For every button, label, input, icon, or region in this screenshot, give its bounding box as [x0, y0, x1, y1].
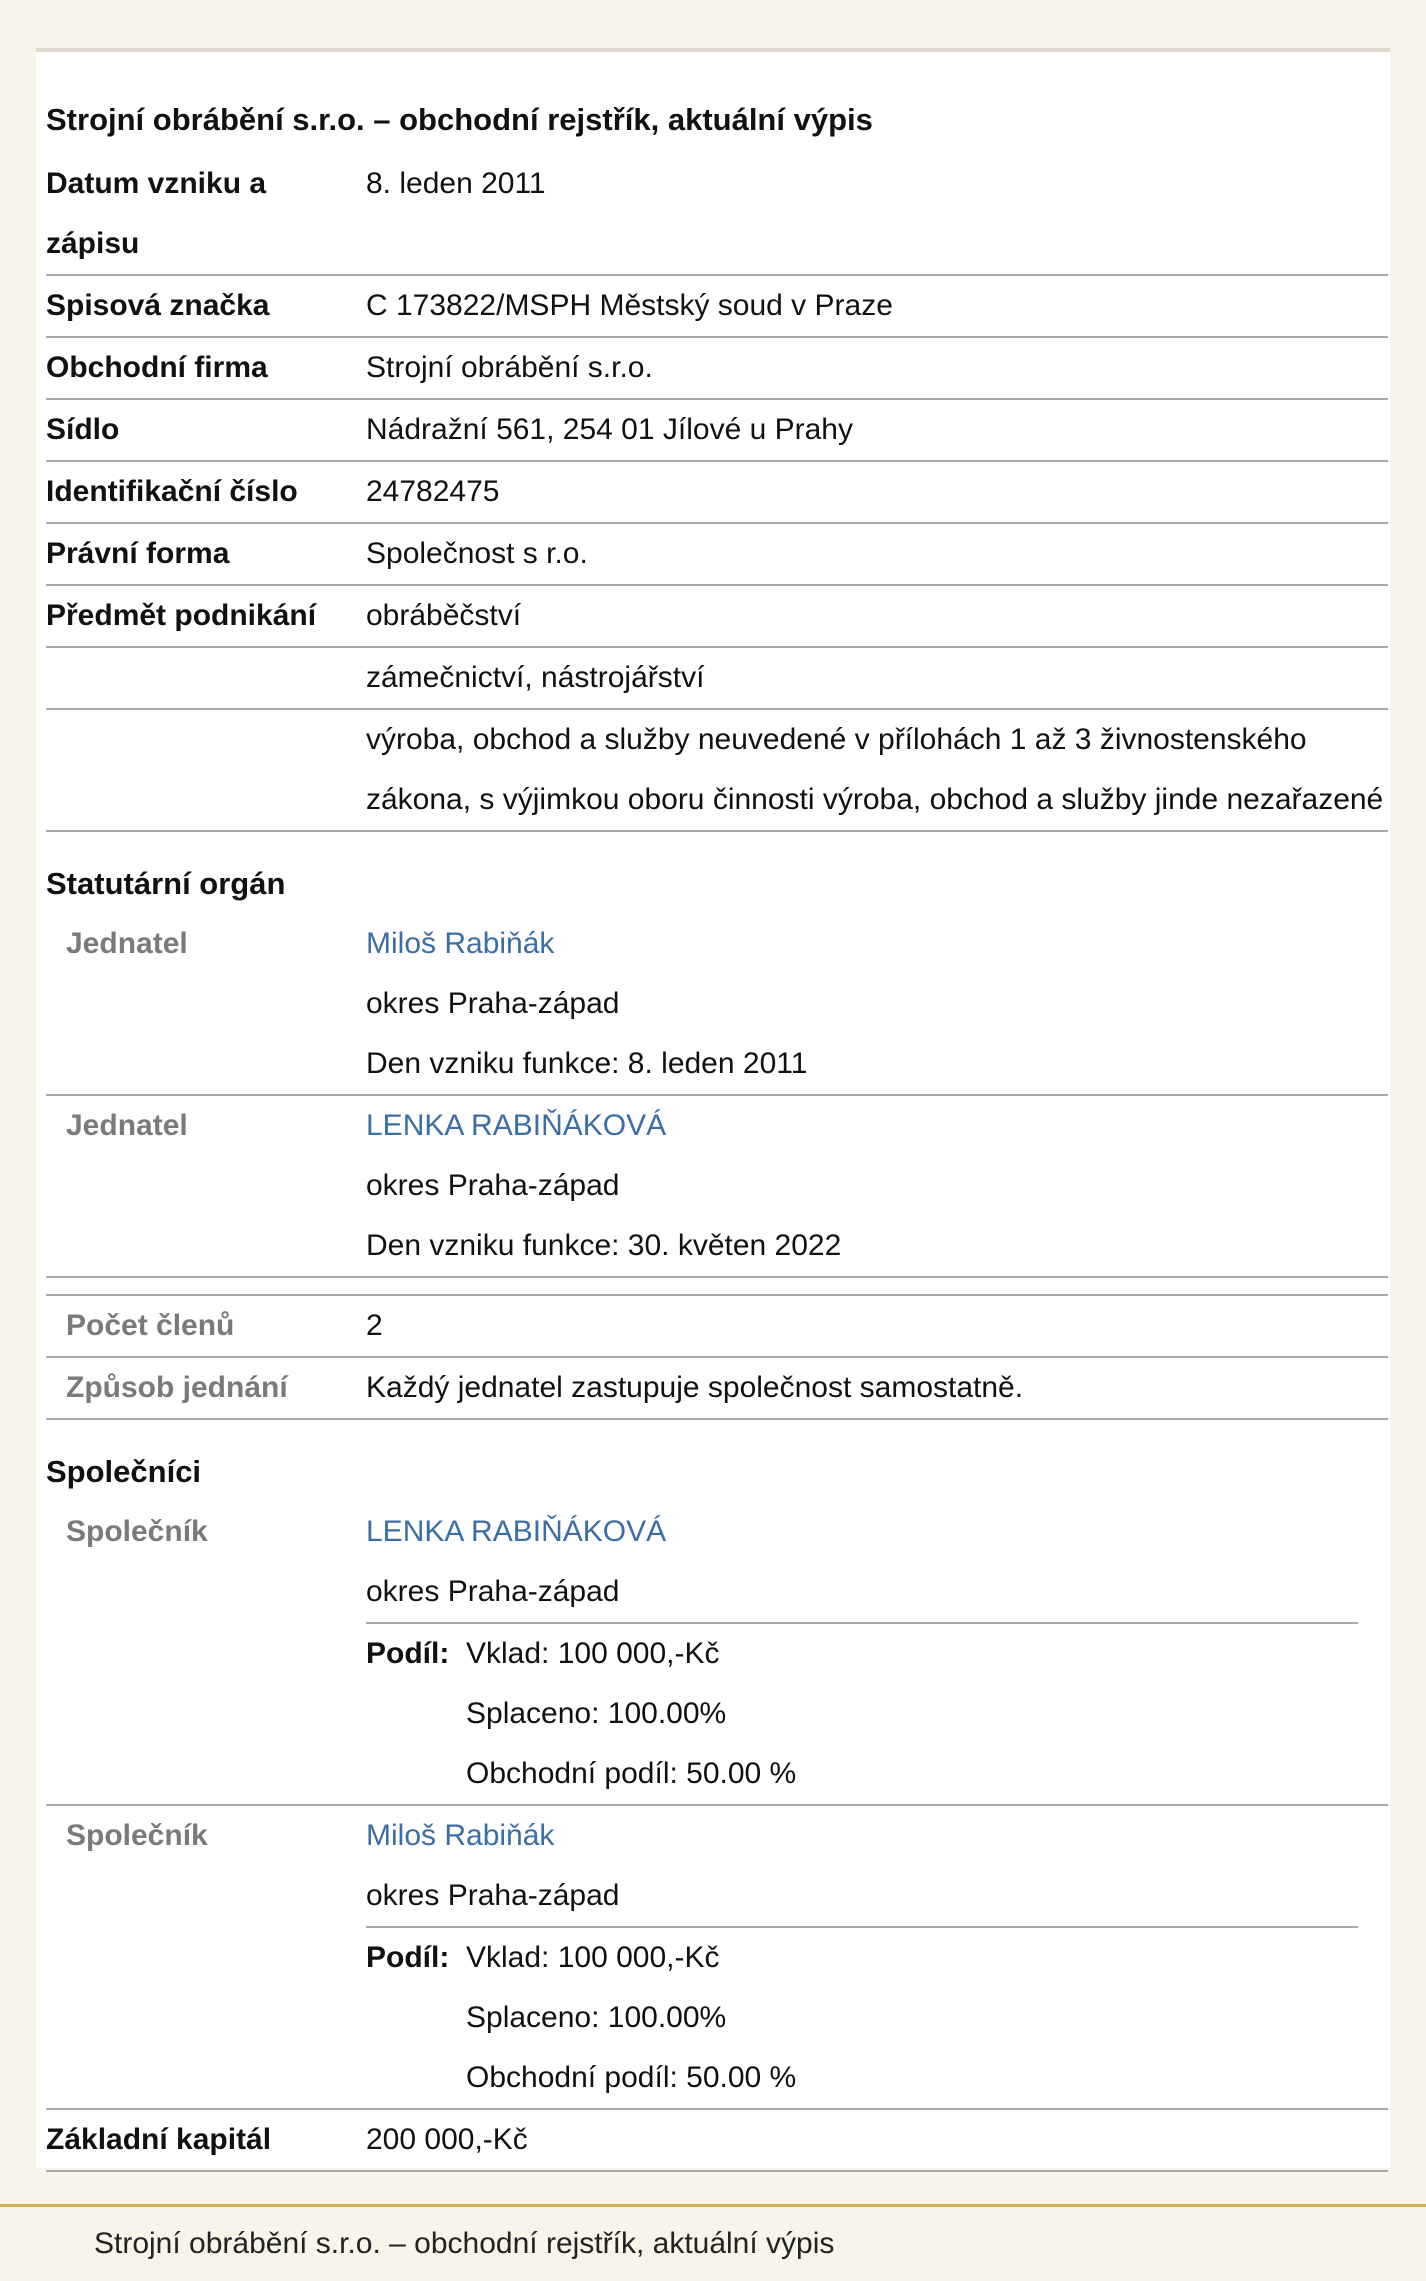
- value-sidlo: Nádražní 561, 254 01 Jílové u Prahy: [366, 413, 853, 446]
- value-ic: 24782475: [366, 475, 500, 508]
- value-forma: Společnost s r.o.: [366, 537, 588, 570]
- row-predmet-1: [46, 586, 1388, 648]
- label-forma: Právní forma: [46, 537, 230, 570]
- row-predmet-3: [46, 710, 1388, 832]
- jednatel-1: [46, 914, 1388, 1096]
- jednatel-name-link[interactable]: Miloš Rabiňák: [366, 927, 555, 960]
- row-ic: [46, 462, 1388, 524]
- podil-label: Podíl:: [366, 1941, 450, 1974]
- jednatel-okres: okres Praha-západ: [366, 987, 620, 1020]
- spolecnik-name-link[interactable]: Miloš Rabiňák: [366, 1819, 555, 1852]
- podil-splaceno: Splaceno: 100.00%: [466, 1697, 727, 1730]
- row-zpusob: [46, 1358, 1388, 1420]
- register-extract: [46, 96, 1388, 2172]
- row-predmet-2: [46, 648, 1388, 710]
- podil-obchodni: Obchodní podíl: 50.00 %: [466, 2061, 797, 2094]
- value-predmet-2: zámečnictví, nástrojářství: [366, 661, 705, 694]
- row-pocet: [46, 1294, 1388, 1358]
- row-kapital: [46, 2110, 1388, 2172]
- spolecnik-okres: okres Praha-západ: [366, 1879, 620, 1912]
- label-predmet: Předmět podnikání: [46, 599, 317, 632]
- spolecnik-1: [46, 1502, 1388, 1806]
- spolecnik-name-link[interactable]: LENKA RABIŇÁKOVÁ: [366, 1515, 667, 1548]
- label-pocet: Počet členů: [66, 1309, 235, 1342]
- jednatel-okres: okres Praha-západ: [366, 1169, 620, 1202]
- row-spis: [46, 276, 1388, 338]
- value-kapital: 200 000,-Kč: [366, 2123, 528, 2156]
- value-datum: 8. leden 2011: [366, 167, 546, 200]
- label-spolecnik: Společník: [66, 1819, 208, 1852]
- page-title: Strojní obrábění s.r.o. – obchodní rejstřík, aktuální výpis: [46, 102, 873, 137]
- label-jednatel: Jednatel: [66, 927, 188, 960]
- section-statutarni: Statutární orgán: [46, 866, 286, 901]
- value-predmet-3: výroba, obchod a služby neuvedené v přílohách 1 až 3 živnostenského zákona, s výjimkou oboru činnosti výroba, obchod a služby jinde nezařazené: [366, 723, 1384, 816]
- spolecnik-podil: [366, 1622, 1358, 1804]
- spolecnik-2: [46, 1806, 1388, 2110]
- label-spolecnik: Společník: [66, 1515, 208, 1548]
- label-spis: Spisová značka: [46, 289, 270, 322]
- label-datum: Datum vzniku a zápisu: [46, 167, 267, 260]
- document-frame: [36, 48, 1390, 2168]
- value-spis: C 173822/MSPH Městský soud v Praze: [366, 289, 893, 322]
- row-datum: [46, 154, 1388, 276]
- value-predmet-1: obráběčství: [366, 599, 522, 632]
- label-firma: Obchodní firma: [46, 351, 268, 384]
- section-spolecnici: Společníci: [46, 1454, 202, 1489]
- label-jednatel: Jednatel: [66, 1109, 188, 1142]
- jednatel-2: [46, 1096, 1388, 1278]
- row-firma: [46, 338, 1388, 400]
- value-pocet: 2: [366, 1309, 383, 1342]
- jednatel-name-link[interactable]: LENKA RABIŇÁKOVÁ: [366, 1109, 667, 1142]
- label-zpusob: Způsob jednání: [66, 1371, 288, 1404]
- jednatel-funkce: Den vzniku funkce: 30. květen 2022: [366, 1229, 842, 1262]
- podil-splaceno: Splaceno: 100.00%: [466, 2001, 727, 2034]
- row-sidlo: [46, 400, 1388, 462]
- value-zpusob: Každý jednatel zastupuje společnost samostatně.: [366, 1371, 1024, 1404]
- row-forma: [46, 524, 1388, 586]
- podil-obchodni: Obchodní podíl: 50.00 %: [466, 1757, 797, 1790]
- jednatel-funkce: Den vzniku funkce: 8. leden 2011: [366, 1047, 808, 1080]
- label-ic: Identifikační číslo: [46, 475, 298, 508]
- value-firma: Strojní obrábění s.r.o.: [366, 351, 653, 384]
- spolecnik-okres: okres Praha-západ: [366, 1575, 620, 1608]
- label-kapital: Základní kapitál: [46, 2123, 272, 2156]
- podil-vklad: Vklad: 100 000,-Kč: [466, 1637, 720, 1670]
- podil-vklad: Vklad: 100 000,-Kč: [466, 1941, 720, 1974]
- footer: [0, 2204, 1426, 2281]
- label-sidlo: Sídlo: [46, 413, 120, 446]
- footer-title: Strojní obrábění s.r.o. – obchodní rejstřík, aktuální výpis: [94, 2227, 835, 2260]
- spolecnik-podil: [366, 1926, 1358, 2108]
- podil-label: Podíl:: [366, 1637, 450, 1670]
